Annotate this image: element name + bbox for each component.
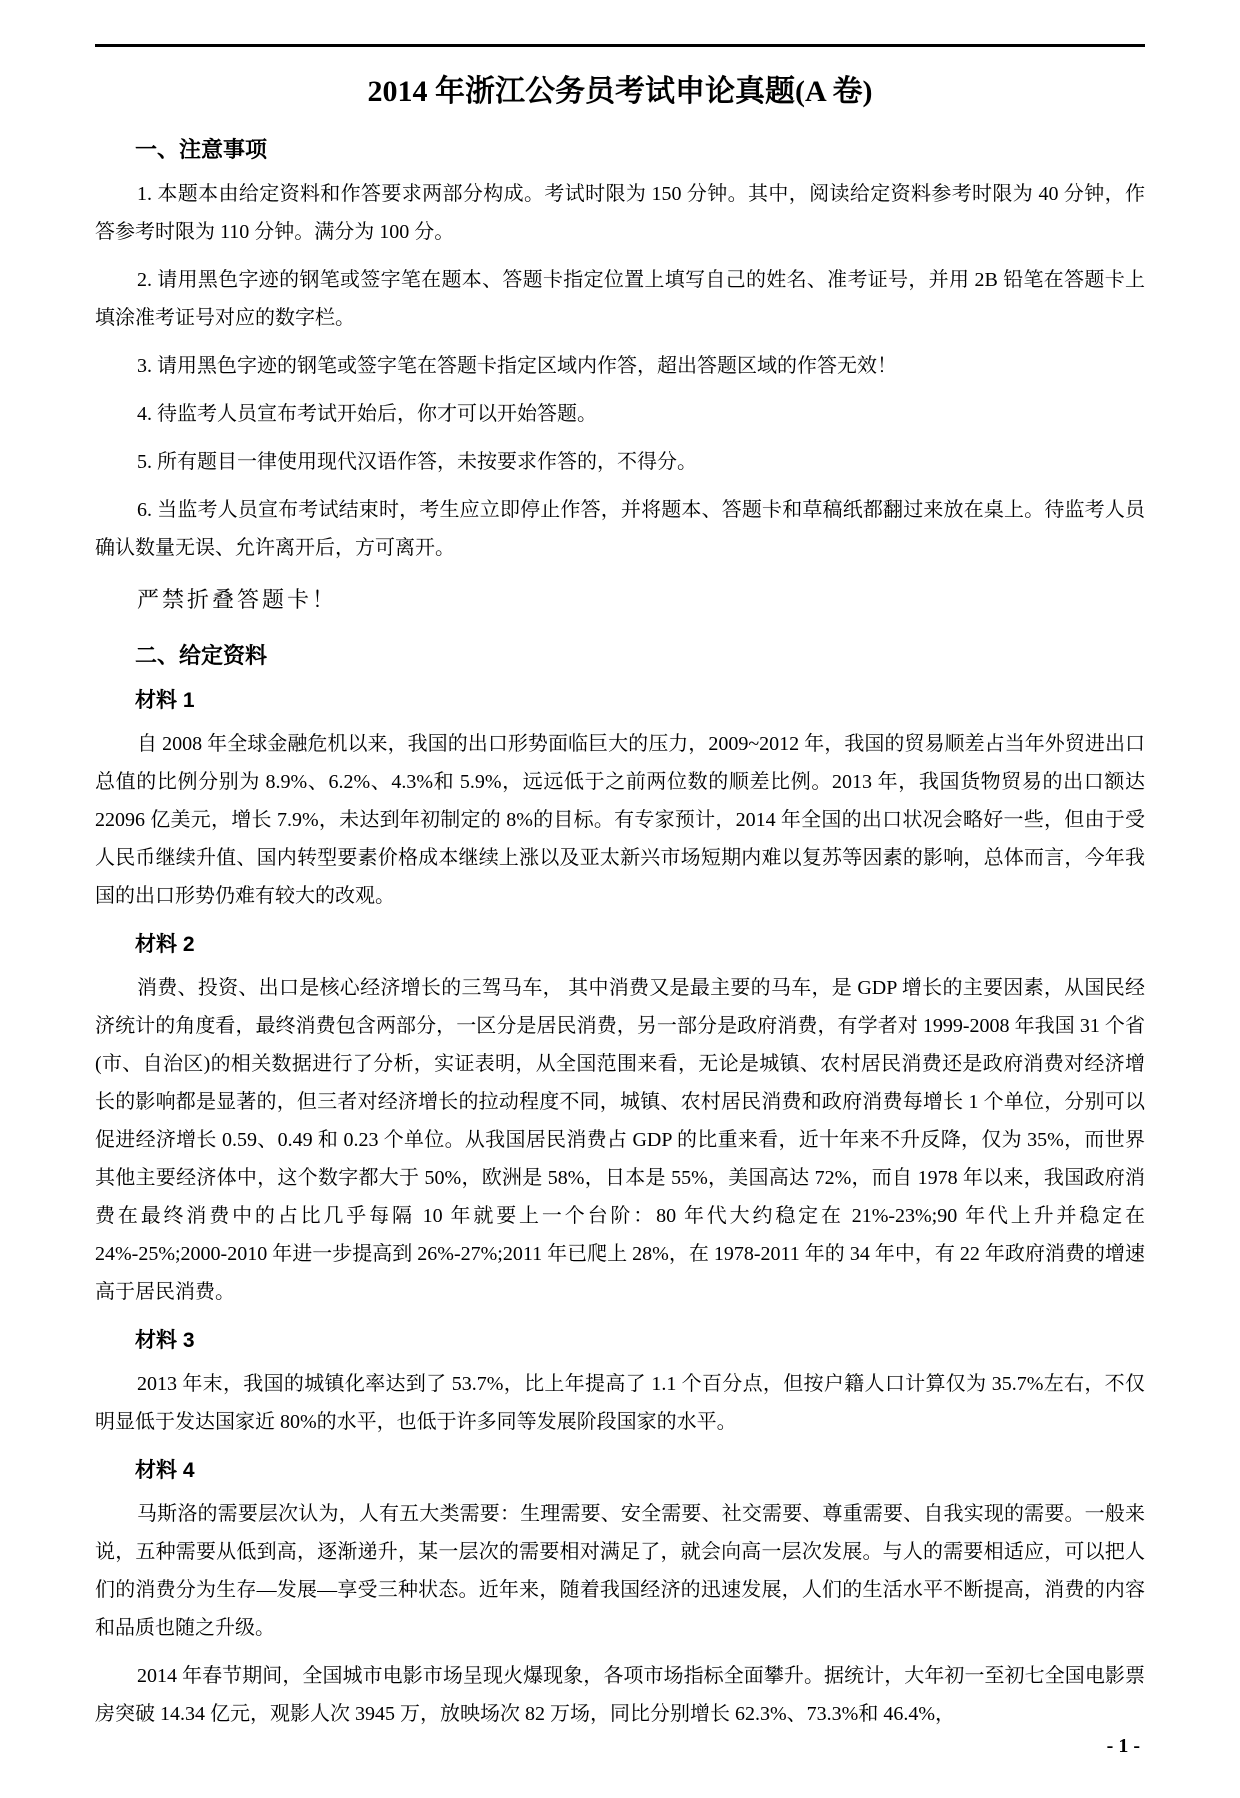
document-page (0, 44, 1240, 1733)
material-2-label: 材料 2 (135, 933, 195, 956)
material-4-label: 材料 4 (135, 1459, 195, 1482)
material-3-label: 材料 3 (135, 1329, 195, 1352)
notice-item-4: 4. 待监考人员宣布考试开始后，你才可以开始答题。 (137, 403, 597, 425)
notice-item-1: 1. 本题本由给定资料和作答要求两部分构成。考试时限为 150 分钟。其中，阅读给定资料参考时限为 40 分钟，作答参考时限为 110 分钟。满分为 100 分。 (95, 183, 1145, 243)
notice-item-5: 5. 所有题目一律使用现代汉语作答，未按要求作答的，不得分。 (137, 451, 697, 473)
page-title: 2014 年浙江公务员考试申论真题(A 卷) (367, 75, 873, 108)
notice-item-6: 6. 当监考人员宣布考试结束时，考生应立即停止作答，并将题本、答题卡和草稿纸都翻过来放在桌上。待监考人员确认数量无误、允许离开后，方可离开。 (95, 499, 1145, 559)
material-4-paragraph-2: 2014 年春节期间，全国城市电影市场呈现火爆现象，各项市场指标全面攀升。据统计，大年初一至初七全国电影票房突破 14.34 亿元，观影人次 3945 万，放映场次 82 万场，同比分别增长 62.3%、73.3%和 46.4%， (95, 1665, 1145, 1725)
page-number: - 1 - (1106, 1735, 1140, 1757)
notice-item-2: 2. 请用黑色字迹的钢笔或签字笔在题本、答题卡指定位置上填写自己的姓名、准考证号，并用 2B 铅笔在答题卡上填涂准考证号对应的数字栏。 (95, 269, 1145, 329)
material-2-paragraph: 消费、投资、出口是核心经济增长的三驾马车， 其中消费又是最主要的马车，是 GDP 增长的主要因素，从国民经济统计的角度看，最终消费包含两部分，一区分是居民消费，另一部分是政府消费，有学者对 1999-2008 年我国 31 个省(市、自治区)的相关数据进行了分析，实证表明，从全国范围来看，无论是城镇、农村居民消费还是政府消费对经济增长的影响都是显著的，但三者对经济增长的拉动程度不同，城镇、农村居民消费和政府消费每增长 1 个单位，分别可以促进经济增长 0.59、0.49 和 0.23 个单位。从我国居民消费占 GDP 的比重来看，近十年来不升反降，仅为 35%，而世界其他主要经济体中，这个数字都大于 50%，欧洲是 58%，日本是 55%，美国高达 72%，而自 1978 年以来，我国政府消费在最终消费中的占比几乎每隔 10 年就要上一个台阶：80 年代大约稳定在 21%-23%;90 年代上升并稳定在 24%-25%;2000-2010 年进一步提高到 26%-27%;2011 年已爬上 28%，在 1978-2011 年的 34 年中，有 22 年政府消费的增速高于居民消费。 (95, 977, 1145, 1303)
notice-section-heading: 一、注意事项 (135, 137, 268, 162)
notice-item-3: 3. 请用黑色字迹的钢笔或签字笔在答题卡指定区域内作答，超出答题区域的作答无效！ (137, 355, 897, 377)
material-1-label: 材料 1 (135, 689, 195, 712)
material-4-paragraph-1: 马斯洛的需要层次认为，人有五大类需要：生理需要、安全需要、社交需要、尊重需要、自我实现的需要。一般来说，五种需要从低到高，逐渐递升，某一层次的需要相对满足了，就会向高一层次发展。与人的需要相适应，可以把人们的消费分为生存—发展—享受三种状态。近年来，随着我国经济的迅速发展，人们的生活水平不断提高，消费的内容和品质也随之升级。 (95, 1503, 1145, 1639)
header-rule (95, 44, 1145, 47)
materials-section-heading: 二、给定资料 (135, 643, 268, 668)
warning-text: 严禁折叠答题卡！ (137, 587, 338, 612)
material-1-paragraph: 自 2008 年全球金融危机以来，我国的出口形势面临巨大的压力，2009~2012 年，我国的贸易顺差占当年外贸进出口总值的比例分别为 8.9%、6.2%、4.3%和 5.9%，远远低于之前两位数的顺差比例。2013 年，我国货物贸易的出口额达 22096 亿美元，增长 7.9%，未达到年初制定的 8%的目标。有专家预计，2014 年全国的出口状况会略好一些，但由于受人民币继续升值、国内转型要素价格成本继续上涨以及亚太新兴市场短期内难以复苏等因素的影响，总体而言，今年我国的出口形势仍难有较大的改观。 (95, 733, 1145, 907)
material-3-paragraph: 2013 年末，我国的城镇化率达到了 53.7%，比上年提高了 1.1 个百分点，但按户籍人口计算仅为 35.7%左右，不仅明显低于发达国家近 80%的水平，也低于许多同等发展阶段国家的水平。 (95, 1373, 1145, 1433)
